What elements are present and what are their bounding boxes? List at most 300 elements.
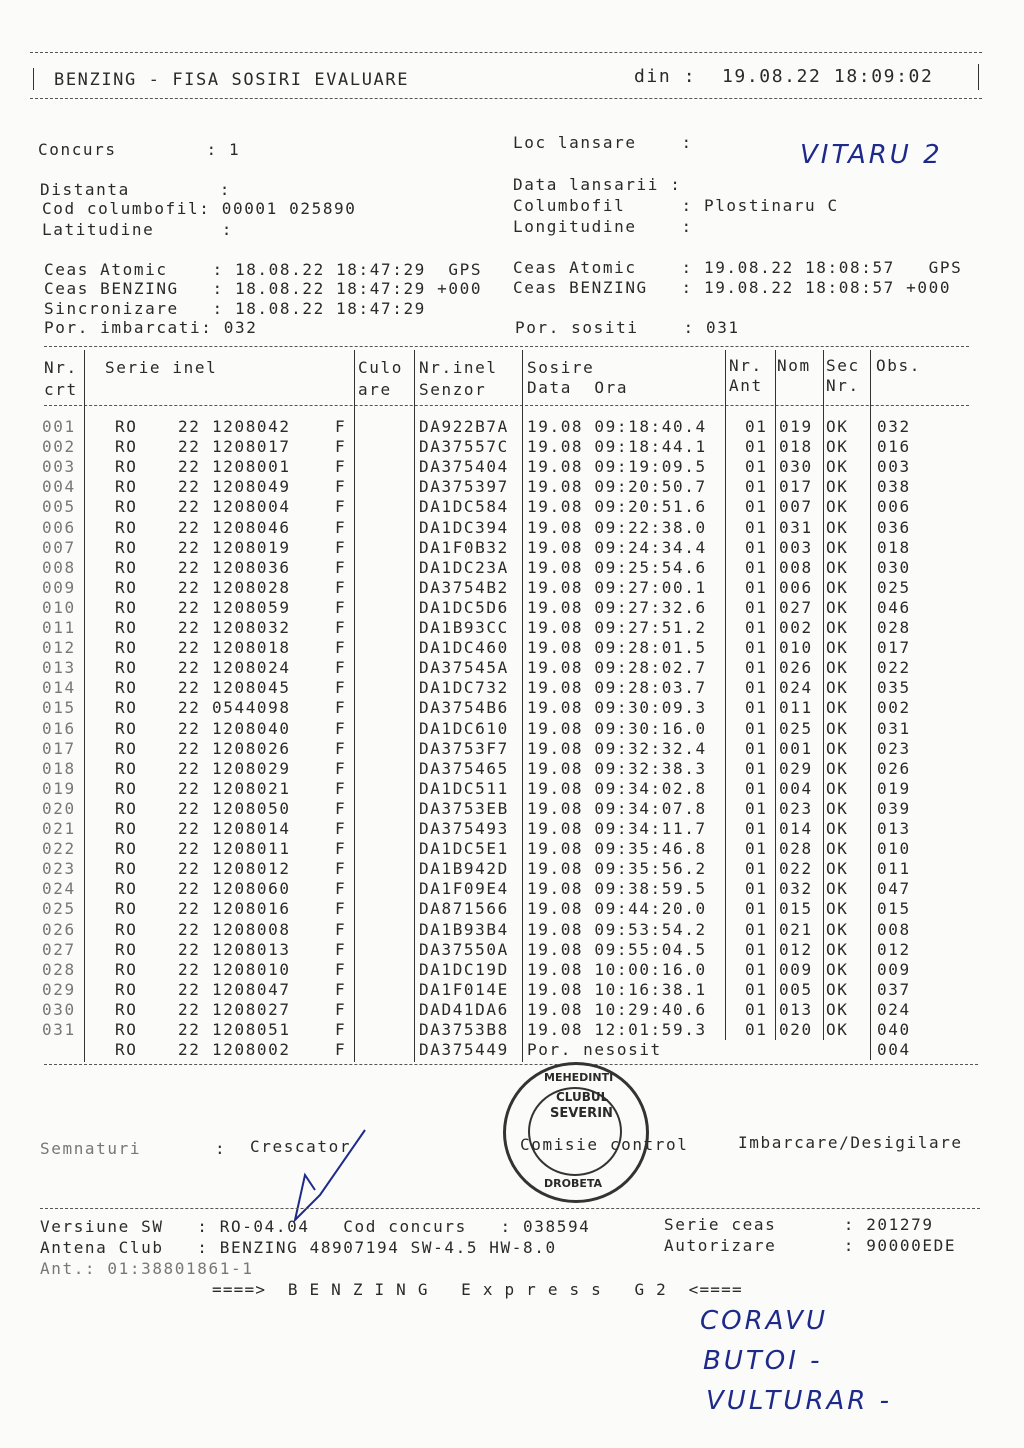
- cell-sensor-id: DA37550A: [419, 939, 509, 959]
- cell-year: 22: [178, 497, 201, 517]
- cell-sensor-id: DA1DC610: [419, 718, 509, 738]
- cell-arrival-time: 19.08 09:44:20.0: [527, 899, 707, 919]
- cell-sensor-id: DA1B93B4: [419, 919, 509, 939]
- cell-sex: F: [335, 859, 347, 879]
- cell-row-number: 017: [42, 738, 76, 758]
- cell-ring-number: 1208010: [212, 959, 291, 979]
- ceas-benzing-start: Ceas BENZING : 18.08.22 18:47:29 +000: [44, 279, 483, 298]
- header-border-right: [978, 64, 979, 90]
- cell-antenna: 01: [745, 517, 768, 537]
- cell-sensor-id: DA1DC23A: [419, 557, 509, 577]
- cell-nom: 027: [779, 597, 813, 617]
- cell-nom: 009: [779, 959, 813, 979]
- cell-antenna: 01: [745, 557, 768, 577]
- cell-antenna: 01: [745, 819, 768, 838]
- table-column-divider: [775, 350, 776, 1040]
- cell-year: 22: [178, 798, 201, 818]
- cell-ring-number: 1208024: [212, 658, 291, 678]
- cell-arrival-time: 19.08 09:55:04.5: [527, 939, 707, 959]
- cell-obs: 018: [877, 537, 911, 557]
- cell-nom: 021: [779, 919, 813, 939]
- cell-antenna: 01: [745, 999, 768, 1019]
- cell-ring-number: 1208028: [212, 577, 291, 597]
- cell-year: 22: [178, 1040, 201, 1060]
- cell-year: 22: [178, 959, 201, 979]
- cell-country: RO: [115, 437, 138, 457]
- cell-year: 22: [178, 537, 201, 557]
- handwritten-name-1: CORAVU: [700, 1306, 828, 1336]
- cell-ring-number: 1208060: [212, 879, 291, 899]
- cell-row-number: 019: [42, 778, 76, 798]
- imbarcare-desigilare-label: Imbarcare/Desigilare: [738, 1133, 963, 1152]
- cell-arrival-time: 19.08 10:29:40.6: [527, 999, 707, 1019]
- cell-row-number: 015: [42, 698, 76, 718]
- cell-sex: F: [335, 638, 347, 658]
- cell-ring-number: 1208029: [212, 758, 291, 778]
- cell-sec-status: OK: [826, 557, 849, 577]
- cell-antenna: 01: [745, 939, 768, 959]
- cell-year: 22: [178, 899, 201, 919]
- table-column-divider: [84, 350, 85, 1062]
- cell-country: RO: [115, 738, 138, 758]
- cell-sex: F: [335, 618, 347, 637]
- loc-lansare-handwritten: VITARU 2: [800, 140, 943, 170]
- col-header-sosire: Sosire: [527, 358, 595, 377]
- cell-row-number: 001: [42, 417, 76, 436]
- cell-nom: 014: [779, 819, 813, 838]
- cell-ring-number: 0544098: [212, 698, 291, 718]
- cell-sex: F: [335, 778, 347, 798]
- cell-row-number: 022: [42, 839, 76, 859]
- cell-sensor-id: DA375449: [419, 1040, 509, 1060]
- document-title: BENZING - FISA SOSIRI EVALUARE: [54, 70, 410, 90]
- col-header-nom: Nom: [777, 356, 811, 375]
- cell-year: 22: [178, 618, 201, 637]
- cell-obs: 032: [877, 417, 911, 436]
- cell-arrival-time: 19.08 09:27:00.1: [527, 577, 707, 597]
- cell-year: 22: [178, 839, 201, 859]
- cell-obs: 010: [877, 839, 911, 859]
- cell-country: RO: [115, 678, 138, 698]
- cell-sec-status: OK: [826, 999, 849, 1019]
- cell-sec-status: OK: [826, 698, 849, 718]
- cell-antenna: 01: [745, 597, 768, 617]
- col-header-senzor: Senzor: [419, 380, 487, 399]
- col-header-culoare: Culo: [358, 358, 403, 377]
- cell-country: RO: [115, 517, 138, 537]
- antenna-id-field: Ant.: 01:38801861-1: [40, 1259, 254, 1278]
- cell-sec-status: OK: [826, 718, 849, 738]
- cell-arrival-time: 19.08 12:01:59.3: [527, 1020, 707, 1039]
- cell-antenna: 01: [745, 477, 768, 497]
- cell-nom: 010: [779, 638, 813, 658]
- cell-obs: 046: [877, 597, 911, 617]
- cell-country: RO: [115, 819, 138, 838]
- por-imbarcati-field: Por. imbarcati: 032: [44, 318, 258, 337]
- cell-ring-number: 1208040: [212, 718, 291, 738]
- sincronizare-field: Sincronizare : 18.08.22 18:47:29: [44, 299, 426, 318]
- cell-row-number: 018: [42, 758, 76, 778]
- cell-country: RO: [115, 597, 138, 617]
- cell-obs: 019: [877, 778, 911, 798]
- cell-ring-number: 1208051: [212, 1020, 291, 1039]
- cell-year: 22: [178, 979, 201, 999]
- cell-obs: 028: [877, 618, 911, 637]
- cell-ring-number: 1208014: [212, 819, 291, 838]
- cell-arrival-time: 19.08 09:18:40.4: [527, 417, 707, 436]
- cell-year: 22: [178, 557, 201, 577]
- cell-sex: F: [335, 577, 347, 597]
- cell-country: RO: [115, 698, 138, 718]
- cell-year: 22: [178, 577, 201, 597]
- cell-sec-status: OK: [826, 899, 849, 919]
- cell-country: RO: [115, 417, 138, 436]
- cell-arrival-time: Por. nesosit: [527, 1040, 662, 1060]
- cell-sex: F: [335, 698, 347, 718]
- cell-ring-number: 1208002: [212, 1040, 291, 1060]
- cell-sensor-id: DA37545A: [419, 658, 509, 678]
- cell-sensor-id: DA1F014E: [419, 979, 509, 999]
- cell-nom: 032: [779, 879, 813, 899]
- cell-sensor-id: DA1F09E4: [419, 879, 509, 899]
- cell-ring-number: 1208017: [212, 437, 291, 457]
- cell-country: RO: [115, 979, 138, 999]
- cell-arrival-time: 19.08 09:38:59.5: [527, 879, 707, 899]
- cell-obs: 040: [877, 1020, 911, 1039]
- crescator-signature: [280, 1125, 380, 1225]
- cell-sex: F: [335, 457, 347, 477]
- table-header-border: [44, 405, 969, 406]
- cell-country: RO: [115, 939, 138, 959]
- cell-sensor-id: DA922B7A: [419, 417, 509, 436]
- header-border-left: [33, 68, 34, 90]
- ceas-atomic-end: Ceas Atomic : 19.08.22 18:08:57 GPS: [513, 258, 963, 277]
- cell-sex: F: [335, 959, 347, 979]
- cell-antenna: 01: [745, 879, 768, 899]
- antena-club-field: Antena Club : BENZING 48907194 SW-4.5 HW-8.0: [40, 1238, 557, 1257]
- cell-row-number: 025: [42, 899, 76, 919]
- cell-country: RO: [115, 919, 138, 939]
- cell-arrival-time: 19.08 09:27:32.6: [527, 597, 707, 617]
- cell-antenna: 01: [745, 979, 768, 999]
- cell-sex: F: [335, 678, 347, 698]
- cell-obs: 017: [877, 638, 911, 658]
- cell-ring-number: 1208047: [212, 979, 291, 999]
- cell-arrival-time: 19.08 09:30:09.3: [527, 698, 707, 718]
- cell-country: RO: [115, 477, 138, 497]
- cell-row-number: 030: [42, 999, 76, 1019]
- cell-sex: F: [335, 437, 347, 457]
- header-border-top: [30, 52, 982, 53]
- col-header-nr-inel: Nr.inel: [419, 358, 498, 377]
- cell-row-number: 014: [42, 678, 76, 698]
- handwritten-name-3: VULTURAR -: [706, 1386, 893, 1416]
- cell-country: RO: [115, 758, 138, 778]
- print-date-value: 19.08.22 18:09:02: [722, 66, 934, 87]
- cell-sex: F: [335, 1040, 347, 1060]
- cell-sec-status: OK: [826, 819, 849, 838]
- cell-arrival-time: 19.08 09:25:54.6: [527, 557, 707, 577]
- cell-obs: 038: [877, 477, 911, 497]
- cell-sex: F: [335, 597, 347, 617]
- cell-year: 22: [178, 939, 201, 959]
- autorizare-field: Autorizare : 90000EDE: [664, 1236, 957, 1255]
- cell-antenna: 01: [745, 678, 768, 698]
- cell-ring-number: 1208008: [212, 919, 291, 939]
- longitudine-field: Longitudine :: [513, 217, 693, 236]
- cell-row-number: 028: [42, 959, 76, 979]
- cell-country: RO: [115, 537, 138, 557]
- cell-year: 22: [178, 919, 201, 939]
- cell-sex: F: [335, 879, 347, 899]
- cell-nom: 031: [779, 517, 813, 537]
- cell-row-number: 005: [42, 497, 76, 517]
- cod-columbofil-field: Cod columbofil: 00001 025890: [42, 199, 357, 218]
- benzing-brand-line: ====> B E N Z I N G E x p r e s s G 2 <====: [212, 1280, 743, 1299]
- ceas-benzing-end: Ceas BENZING : 19.08.22 18:08:57 +000: [513, 278, 952, 297]
- cell-year: 22: [178, 999, 201, 1019]
- table-bottom-border: [44, 1064, 978, 1065]
- cell-sex: F: [335, 557, 347, 577]
- cell-year: 22: [178, 758, 201, 778]
- cell-row-number: 029: [42, 979, 76, 999]
- cell-country: RO: [115, 457, 138, 477]
- cell-ring-number: 1208004: [212, 497, 291, 517]
- cell-antenna: 01: [745, 959, 768, 979]
- cell-nom: 003: [779, 537, 813, 557]
- table-column-divider: [870, 350, 871, 1060]
- loc-lansare-field: Loc lansare :: [513, 133, 693, 152]
- cell-country: RO: [115, 959, 138, 979]
- cell-row-number: 004: [42, 477, 76, 497]
- cell-year: 22: [178, 738, 201, 758]
- cell-ring-number: 1208016: [212, 899, 291, 919]
- cell-ring-number: 1208021: [212, 778, 291, 798]
- header-border-bottom: [30, 98, 982, 99]
- col-header-crt: crt: [44, 380, 78, 399]
- cell-arrival-time: 19.08 09:18:44.1: [527, 437, 707, 457]
- cell-ring-number: 1208027: [212, 999, 291, 1019]
- cell-country: RO: [115, 1040, 138, 1060]
- cell-sec-status: OK: [826, 939, 849, 959]
- cell-obs: 036: [877, 517, 911, 537]
- cell-row-number: 023: [42, 859, 76, 879]
- cell-country: RO: [115, 638, 138, 658]
- cell-country: RO: [115, 1020, 138, 1039]
- cell-ring-number: 1208018: [212, 638, 291, 658]
- cell-arrival-time: 19.08 10:16:38.1: [527, 979, 707, 999]
- cell-sec-status: OK: [826, 758, 849, 778]
- semnaturi-label: Semnaturi: [40, 1139, 142, 1158]
- cell-arrival-time: 19.08 09:34:11.7: [527, 819, 707, 838]
- cell-sec-status: OK: [826, 1020, 849, 1039]
- cell-nom: 006: [779, 577, 813, 597]
- cell-nom: 019: [779, 417, 813, 436]
- cell-row-number: 002: [42, 437, 76, 457]
- cell-year: 22: [178, 417, 201, 436]
- print-date-label: din :: [634, 66, 697, 87]
- semnaturi-colon: :: [215, 1139, 227, 1158]
- cell-sensor-id: DA375493: [419, 819, 509, 838]
- cell-year: 22: [178, 879, 201, 899]
- cell-obs: 037: [877, 979, 911, 999]
- cell-nom: 015: [779, 899, 813, 919]
- cell-antenna: 01: [745, 497, 768, 517]
- cell-obs: 016: [877, 437, 911, 457]
- cell-sex: F: [335, 718, 347, 738]
- cell-sec-status: OK: [826, 798, 849, 818]
- cell-country: RO: [115, 778, 138, 798]
- col-header-nr: Nr.: [44, 358, 78, 377]
- cell-nom: 002: [779, 618, 813, 637]
- cell-sex: F: [335, 819, 347, 838]
- cell-antenna: 01: [745, 738, 768, 758]
- cell-antenna: 01: [745, 417, 768, 436]
- cell-country: RO: [115, 999, 138, 1019]
- cell-sex: F: [335, 417, 347, 436]
- col-header-sec: Sec: [826, 356, 860, 375]
- cell-antenna: 01: [745, 638, 768, 658]
- cell-sensor-id: DA375465: [419, 758, 509, 778]
- cell-sex: F: [335, 758, 347, 778]
- cell-sec-status: OK: [826, 678, 849, 698]
- versiune-sw-field: Versiune SW : RO-04.04 Cod concurs : 038594: [40, 1217, 591, 1236]
- cell-sec-status: OK: [826, 658, 849, 678]
- table-column-divider: [354, 350, 355, 1062]
- cell-sex: F: [335, 798, 347, 818]
- cell-ring-number: 1208012: [212, 859, 291, 879]
- cell-nom: 020: [779, 1020, 813, 1039]
- cell-antenna: 01: [745, 1020, 768, 1039]
- cell-obs: 011: [877, 859, 911, 879]
- cell-row-number: 026: [42, 919, 76, 939]
- cell-arrival-time: 19.08 09:28:02.7: [527, 658, 707, 678]
- table-top-border: [44, 346, 969, 347]
- cell-antenna: 01: [745, 839, 768, 859]
- cell-sec-status: OK: [826, 919, 849, 939]
- cell-sec-status: OK: [826, 537, 849, 557]
- cell-ring-number: 1208001: [212, 457, 291, 477]
- cell-ring-number: 1208036: [212, 557, 291, 577]
- cell-sec-status: OK: [826, 778, 849, 798]
- cell-row-number: 021: [42, 819, 76, 838]
- cell-year: 22: [178, 698, 201, 718]
- col-header-culoare-2: are: [358, 380, 392, 399]
- cell-ring-number: 1208019: [212, 537, 291, 557]
- cell-nom: 011: [779, 698, 813, 718]
- cell-obs: 003: [877, 457, 911, 477]
- cell-sec-status: OK: [826, 477, 849, 497]
- cell-obs: 022: [877, 658, 911, 678]
- cell-sensor-id: DA1F0B32: [419, 537, 509, 557]
- cell-sensor-id: DA3753EB: [419, 798, 509, 818]
- cell-sex: F: [335, 658, 347, 678]
- cell-row-number: 020: [42, 798, 76, 818]
- cell-sensor-id: DA1DC5E1: [419, 839, 509, 859]
- cell-sensor-id: DA1DC511: [419, 778, 509, 798]
- cell-obs: 013: [877, 819, 911, 838]
- cell-ring-number: 1208045: [212, 678, 291, 698]
- cell-row-number: 031: [42, 1020, 76, 1039]
- cell-nom: 025: [779, 718, 813, 738]
- cell-sec-status: OK: [826, 839, 849, 859]
- cell-sensor-id: DA1B942D: [419, 859, 509, 879]
- cell-sex: F: [335, 979, 347, 999]
- cell-arrival-time: 19.08 09:22:38.0: [527, 517, 707, 537]
- cell-arrival-time: 19.08 09:28:03.7: [527, 678, 707, 698]
- cell-row-number: 024: [42, 879, 76, 899]
- cell-antenna: 01: [745, 457, 768, 477]
- cell-sex: F: [335, 899, 347, 919]
- cell-sex: F: [335, 939, 347, 959]
- cell-sex: F: [335, 1020, 347, 1039]
- cell-sensor-id: DA3753B8: [419, 1020, 509, 1039]
- cell-ring-number: 1208046: [212, 517, 291, 537]
- cell-row-number: 016: [42, 718, 76, 738]
- cell-arrival-time: 19.08 09:30:16.0: [527, 718, 707, 738]
- cell-obs: 030: [877, 557, 911, 577]
- cell-year: 22: [178, 517, 201, 537]
- cell-sec-status: OK: [826, 638, 849, 658]
- cell-sec-status: OK: [826, 879, 849, 899]
- cell-antenna: 01: [745, 919, 768, 939]
- cell-antenna: 01: [745, 778, 768, 798]
- cell-nom: 007: [779, 497, 813, 517]
- cell-nom: 029: [779, 758, 813, 778]
- cell-ring-number: 1208049: [212, 477, 291, 497]
- cell-obs: 047: [877, 879, 911, 899]
- cell-nom: 012: [779, 939, 813, 959]
- cell-row-number: 010: [42, 597, 76, 617]
- cell-sensor-id: DA3753F7: [419, 738, 509, 758]
- cell-sensor-id: DA3754B2: [419, 577, 509, 597]
- cell-sec-status: OK: [826, 959, 849, 979]
- cell-country: RO: [115, 658, 138, 678]
- cell-arrival-time: 19.08 09:19:09.5: [527, 457, 707, 477]
- cell-sensor-id: DA871566: [419, 899, 509, 919]
- cell-sex: F: [335, 517, 347, 537]
- cell-year: 22: [178, 819, 201, 838]
- cell-sec-status: OK: [826, 457, 849, 477]
- cell-country: RO: [115, 618, 138, 637]
- cell-antenna: 01: [745, 437, 768, 457]
- cell-arrival-time: 19.08 09:32:32.4: [527, 738, 707, 758]
- cell-row-number: 012: [42, 638, 76, 658]
- cell-antenna: 01: [745, 758, 768, 778]
- cell-sex: F: [335, 497, 347, 517]
- cell-country: RO: [115, 879, 138, 899]
- handwritten-name-2: BUTOI -: [703, 1346, 823, 1376]
- cell-sec-status: OK: [826, 859, 849, 879]
- cell-sex: F: [335, 537, 347, 557]
- cell-obs: 035: [877, 678, 911, 698]
- cell-obs: 026: [877, 758, 911, 778]
- cell-nom: 026: [779, 658, 813, 678]
- cell-year: 22: [178, 859, 201, 879]
- cell-nom: 017: [779, 477, 813, 497]
- cell-arrival-time: 19.08 09:53:54.2: [527, 919, 707, 939]
- cell-obs: 006: [877, 497, 911, 517]
- cell-nom: 024: [779, 678, 813, 698]
- cell-country: RO: [115, 718, 138, 738]
- cell-row-number: 013: [42, 658, 76, 678]
- cell-antenna: 01: [745, 718, 768, 738]
- comisie-control-label: Comisie control: [520, 1135, 689, 1154]
- cell-arrival-time: 19.08 09:20:51.6: [527, 497, 707, 517]
- crescator-label: Crescator: [250, 1137, 352, 1156]
- cell-sensor-id: DA1DC19D: [419, 959, 509, 979]
- cell-year: 22: [178, 658, 201, 678]
